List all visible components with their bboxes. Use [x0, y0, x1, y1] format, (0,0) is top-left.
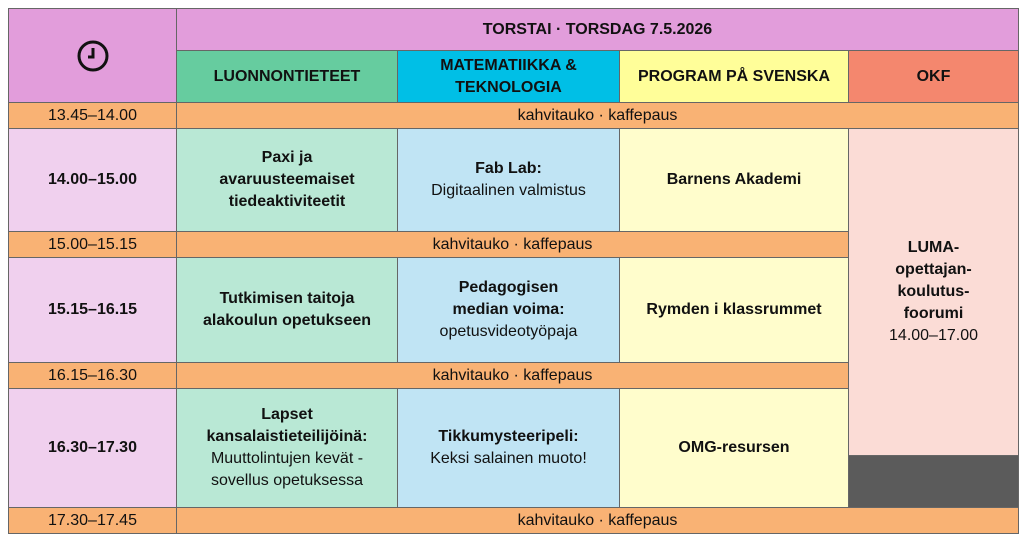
session-cell: [176, 128, 398, 232]
clock-icon: [76, 39, 110, 73]
break-time: 15.00–15.15: [8, 231, 177, 258]
session-title: Tutkimisen taitoja alakoulun opetukseen: [202, 290, 372, 329]
okf-session-cell: [848, 128, 1019, 456]
break-time: 16.15–16.30: [8, 362, 177, 389]
session-subtitle: Digitaalinen valmistus: [431, 182, 586, 199]
session-cell: [176, 388, 398, 508]
break-label: kahvitauko · kaffepaus: [176, 362, 849, 389]
break-label: kahvitauko · kaffepaus: [176, 507, 1019, 534]
column-header-okf: OKF: [848, 50, 1019, 103]
break-time: 13.45–14.00: [8, 102, 177, 129]
okf-empty-cell: [848, 455, 1019, 508]
session-subtitle: Keksi salainen muoto!: [430, 450, 587, 467]
date-header: TORSTAI · TORSDAG 7.5.2026: [176, 8, 1019, 51]
session-title: OMG-resursen: [678, 439, 790, 456]
session-subtitle: Muuttolintujen kevät -sovellus opetuksessa: [210, 450, 364, 489]
break-label: kahvitauko · kaffepaus: [176, 102, 1019, 129]
session-title: Rymden i klassrummet: [646, 301, 822, 318]
session-cell: [619, 388, 849, 508]
slot-time: 14.00–15.00: [8, 128, 177, 232]
session-cell: [619, 257, 849, 363]
session-title: Pedagogisen median voima:: [452, 279, 565, 318]
session-title: Lapset kansalaistieteilijöinä:: [206, 406, 368, 445]
break-time: 17.30–17.45: [8, 507, 177, 534]
session-cell: [397, 388, 620, 508]
slot-time: 15.15–16.15: [8, 257, 177, 363]
session-title: Paxi ja avaruusteemaiset tiedeaktiviteetit: [219, 149, 355, 210]
break-label: kahvitauko · kaffepaus: [176, 231, 849, 258]
slot-time: 16.30–17.30: [8, 388, 177, 508]
session-subtitle: opetusvideotyöpaja: [439, 323, 578, 340]
okf-title: LUMA-opettajan-koulutus-foorumi: [895, 239, 972, 322]
session-title: Fab Lab:: [475, 160, 542, 177]
session-cell: [397, 128, 620, 232]
column-header-matematiikka: MATEMATIIKKA & TEKNOLOGIA: [397, 50, 620, 103]
okf-time: 14.00–17.00: [889, 327, 978, 344]
session-title: Barnens Akademi: [666, 171, 802, 188]
column-header-luonnontieteet: LUONNONTIETEET: [176, 50, 398, 103]
session-cell: [176, 257, 398, 363]
clock-header-cell: [8, 8, 177, 103]
column-header-svenska: PROGRAM PÅ SVENSKA: [619, 50, 849, 103]
session-cell: [397, 257, 620, 363]
session-title: Tikkumysteeripeli:: [438, 428, 579, 445]
session-cell: [619, 128, 849, 232]
